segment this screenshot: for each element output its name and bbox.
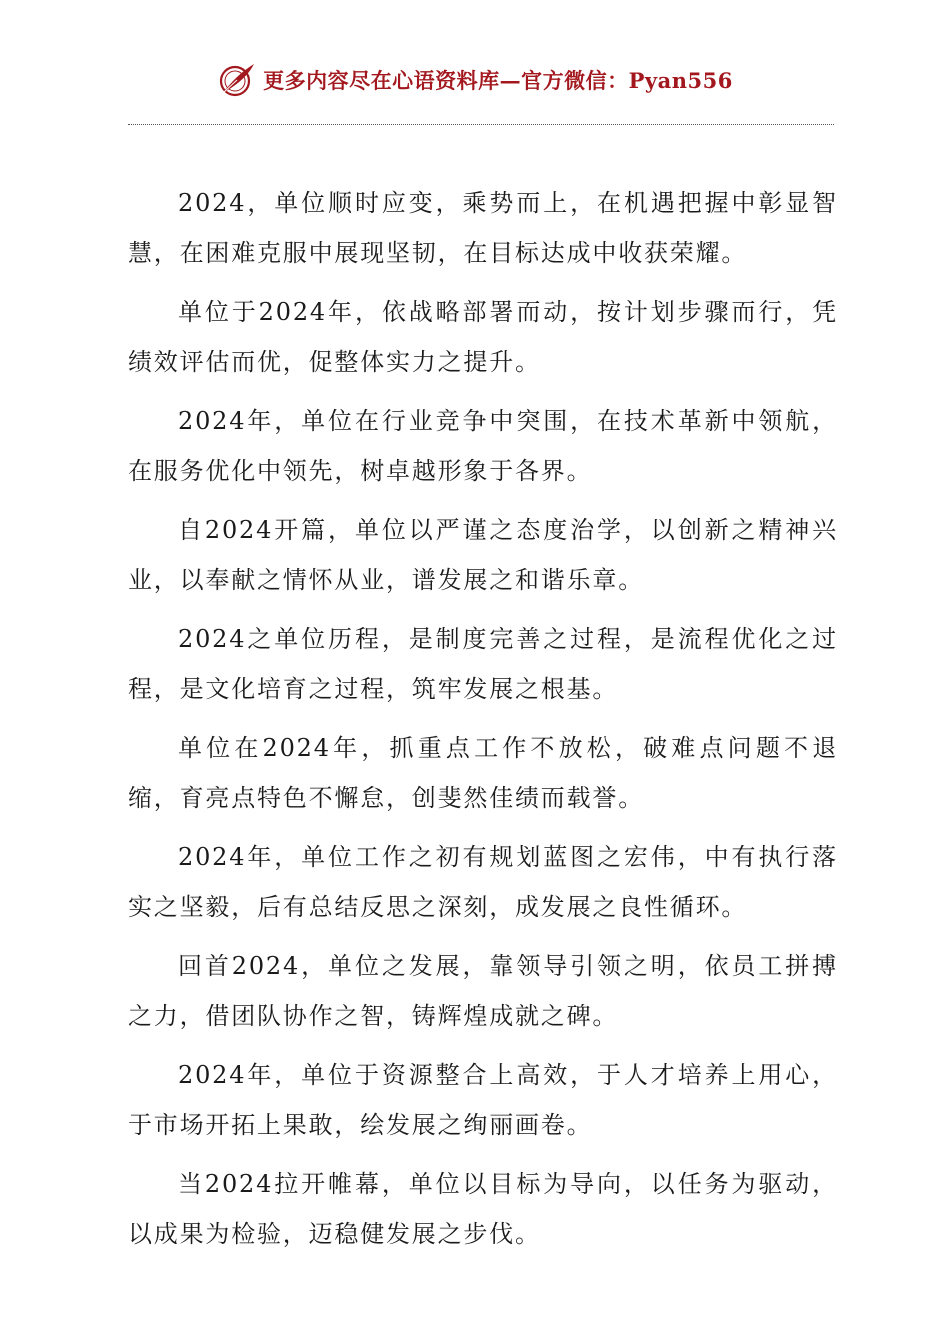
paragraph-8: 回首2024，单位之发展，靠领导引领之明，依员工拼搏之力，借团队协作之智，铸辉煌成就之碑。: [128, 952, 838, 1030]
paragraph-2: 单位于2024年，依战略部署而动，按计划步骤而行，凭绩效评估而优，促整体实力之提升。: [128, 298, 838, 376]
header-divider: [128, 124, 834, 125]
paragraph-10: 当2024拉开帷幕，单位以目标为导向，以任务为驱动，以成果为检验，迈稳健发展之步伐。: [128, 1170, 838, 1248]
paragraph-5: 2024之单位历程，是制度完善之过程，是流程优化之过程，是文化培育之过程，筑牢发展之根基。: [128, 625, 838, 703]
header-brand: [217, 60, 733, 100]
header-title: 更多内容尽在心语资料库—官方微信：Pyan556: [263, 68, 733, 93]
paragraph-6: 单位在2024年，抓重点工作不放松，破难点问题不退缩，育亮点特色不懈怠，创斐然佳绩而载誉。: [128, 734, 838, 812]
document-body: [128, 178, 838, 1268]
paragraph-3: 2024年，单位在行业竞争中突围，在技术革新中领航，在服务优化中领先，树卓越形象于各界。: [128, 407, 838, 485]
page-header: [0, 58, 950, 102]
paragraph-4: 自2024开篇，单位以严谨之态度治学，以创新之精神兴业，以奉献之情怀从业，谱发展之和谐乐章。: [128, 516, 838, 594]
paragraph-7: 2024年，单位工作之初有规划蓝图之宏伟，中有执行落实之坚毅，后有总结反思之深刻，成发展之良性循环。: [128, 843, 838, 921]
quill-pen-logo-icon: [217, 60, 257, 100]
paragraph-1: 2024，单位顺时应变，乘势而上，在机遇把握中彰显智慧，在困难克服中展现坚韧，在目标达成中收获荣耀。: [128, 189, 838, 267]
paragraph-9: 2024年，单位于资源整合上高效，于人才培养上用心，于市场开拓上果敢，绘发展之绚丽画卷。: [128, 1061, 838, 1139]
